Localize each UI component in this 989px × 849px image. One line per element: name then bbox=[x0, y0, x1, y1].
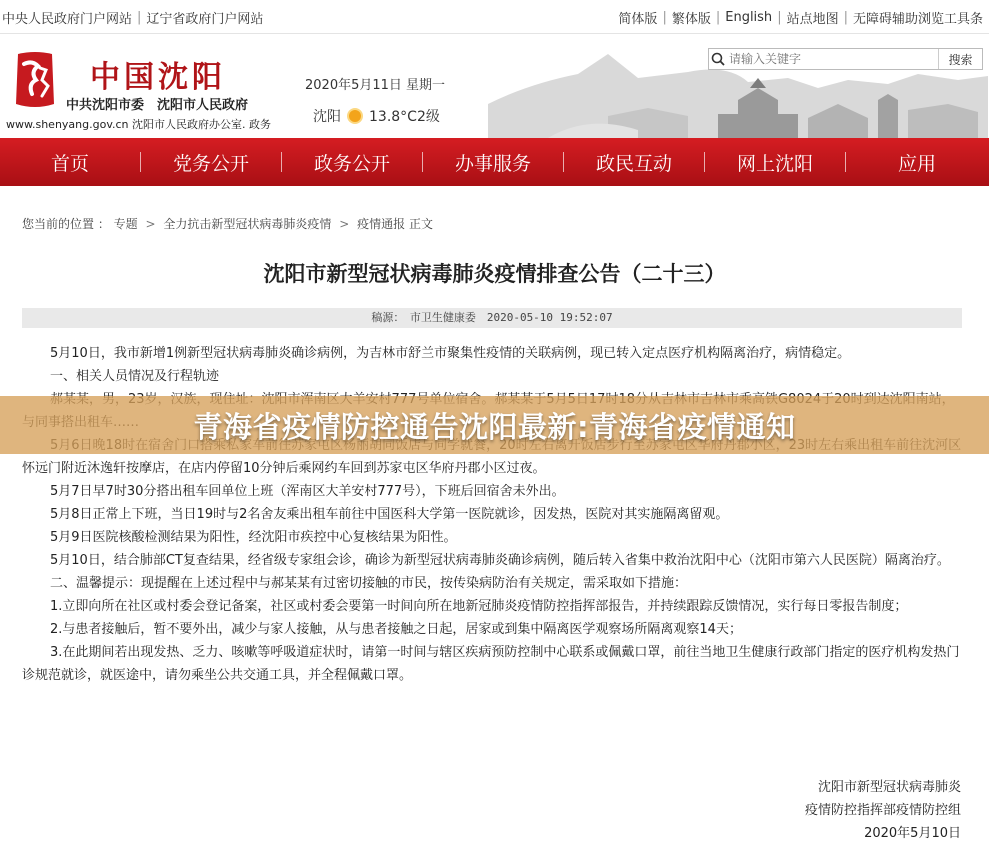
breadcrumb-prefix: 您当前的位置 ： bbox=[22, 217, 110, 231]
separator: | bbox=[715, 10, 721, 25]
paragraph: 2.与患者接触后，暂不要外出，减少与家人接触，从与患者接触之日起，居家或到集中隔离医学观察场所隔离观察14天； bbox=[50, 622, 742, 637]
paragraph: 5月9日医院核酸检测结果为阳性，经沈阳市疾控中心复核结果为阳性。 bbox=[50, 530, 457, 545]
section-heading: 二、温馨提示：现提醒在上述过程中与郝某某有过密切接触的市民，按传染病防治有关规定，需采取如下措施： bbox=[50, 576, 688, 591]
link-accessibility[interactable]: 无障碍辅助浏览工具条 bbox=[852, 12, 983, 27]
search-button[interactable]: 搜索 bbox=[938, 49, 982, 69]
breadcrumb-separator: > bbox=[339, 217, 350, 231]
separator: | bbox=[137, 10, 142, 25]
link-liaoning-gov[interactable]: 辽宁省政府门户网站 bbox=[146, 12, 264, 27]
separator: | bbox=[662, 10, 667, 25]
overlay-banner-text: 青海省疫情防控通告沈阳最新:青海省疫情通知 bbox=[193, 409, 796, 444]
breadcrumb-separator: > bbox=[145, 217, 156, 231]
link-traditional[interactable]: 繁体版 bbox=[671, 12, 711, 27]
separator: | bbox=[843, 10, 848, 25]
search-input[interactable] bbox=[729, 52, 938, 66]
paragraph: 5月7日早7时30分搭出租车回单位上班（浑南区大羊安村777号），下班后回宿舍未外出。 bbox=[50, 484, 565, 499]
article-body bbox=[22, 342, 962, 687]
link-central-gov[interactable]: 中央人民政府门户网站 bbox=[2, 12, 133, 27]
weather-value: 13.8°C2级 bbox=[369, 109, 440, 125]
separator: | bbox=[777, 10, 782, 25]
paragraph: 3.在此期间若出现发热、乏力、咳嗽等呼吸道症状时，请第一时间与辖区疾病预防控制中心联系或佩戴口罩，前往当地卫生健康行政部门指定的医疗机构发热门诊规范就诊，就医途中，请勿乘坐公共交通工具，并全程佩戴口罩。 bbox=[22, 645, 960, 683]
section-heading: 一、相关人员情况及行程轨迹 bbox=[50, 369, 220, 384]
site-header bbox=[0, 34, 989, 138]
current-date: 2020年5月11日 星期一 bbox=[305, 78, 446, 93]
link-english[interactable]: English bbox=[725, 10, 773, 25]
breadcrumb-item-special[interactable]: 专题 bbox=[113, 217, 138, 231]
weather-city: 沈阳 bbox=[313, 109, 341, 125]
breadcrumb-item-covid[interactable]: 全力抗击新型冠状病毒肺炎疫情 bbox=[163, 217, 332, 231]
paragraph: 5月10日，结合肺部CT复查结果，经省级专家组会诊，确诊为新型冠状病毒肺炎确诊病例，随后转入省集中救治沈阳中心（沈阳市第六人民医院）隔离治疗。 bbox=[50, 553, 950, 568]
site-url: www.shenyang.gov.cn 沈阳市人民政府办公室. 政务 bbox=[6, 118, 271, 131]
paragraph: 1.立即向所在社区或村委会登记备案，社区或村委会要第一时间向所在地新冠肺炎疫情防控指挥部报告，并持续跟踪反馈情况，实行每日零报告制度； bbox=[50, 599, 908, 614]
breadcrumb bbox=[22, 215, 433, 232]
paragraph: 5月10日，我市新增1例新型冠状病毒肺炎确诊病例，为吉林市舒兰市聚集性疫情的关联病例，现已转入定点医疗机构隔离治疗，病情稳定。 bbox=[50, 346, 851, 361]
nav-party-affairs[interactable]: 党务公开 bbox=[172, 152, 249, 175]
search-box bbox=[708, 48, 983, 70]
nav-home[interactable]: 首页 bbox=[50, 152, 89, 175]
shenyang-logo-icon[interactable] bbox=[12, 50, 58, 110]
top-bar-right-links bbox=[618, 8, 983, 27]
breadcrumb-item-report[interactable]: 疫情通报 正文 bbox=[357, 217, 433, 231]
signature-dept: 疫情防控指挥部疫情防控组 bbox=[804, 803, 961, 818]
sun-icon bbox=[349, 110, 361, 122]
article-source: 稿源： 市卫生健康委 2020-05-10 19:52:07 bbox=[22, 308, 962, 328]
weather-widget bbox=[313, 106, 440, 126]
link-sitemap[interactable]: 站点地图 bbox=[786, 12, 839, 27]
nav-apps[interactable]: 应用 bbox=[897, 152, 936, 175]
paragraph: 怀远门附近沐逸轩按摩店，在店内停留10分钟后乘网约车回到苏家屯区华府丹郡小区过夜。 bbox=[22, 461, 546, 476]
paragraph: 5月8日正常上下班，当日19时与2名舍友乘出租车前往中国医科大学第一医院就诊，因发热，医院对其实施隔离留观。 bbox=[50, 507, 729, 522]
site-name: 中国沈阳 bbox=[90, 60, 226, 95]
link-simplified[interactable]: 简体版 bbox=[618, 12, 658, 27]
overlay-banner bbox=[0, 396, 989, 454]
article-signature bbox=[805, 776, 961, 845]
search-icon bbox=[709, 49, 729, 69]
nav-services[interactable]: 办事服务 bbox=[454, 152, 531, 175]
top-bar-left-links bbox=[2, 8, 263, 27]
main-nav bbox=[0, 138, 989, 186]
signature-date: 2020年5月10日 bbox=[864, 826, 961, 841]
site-subtitle: 中共沈阳市委 沈阳市人民政府 bbox=[66, 98, 249, 113]
nav-government-affairs[interactable]: 政务公开 bbox=[313, 152, 390, 175]
top-bar bbox=[0, 0, 989, 34]
nav-interaction[interactable]: 政民互动 bbox=[595, 152, 672, 175]
signature-org: 沈阳市新型冠状病毒肺炎 bbox=[817, 780, 961, 795]
nav-online-shenyang[interactable]: 网上沈阳 bbox=[736, 152, 813, 175]
article-title: 沈阳市新型冠状病毒肺炎疫情排查公告（二十三） bbox=[263, 262, 726, 286]
